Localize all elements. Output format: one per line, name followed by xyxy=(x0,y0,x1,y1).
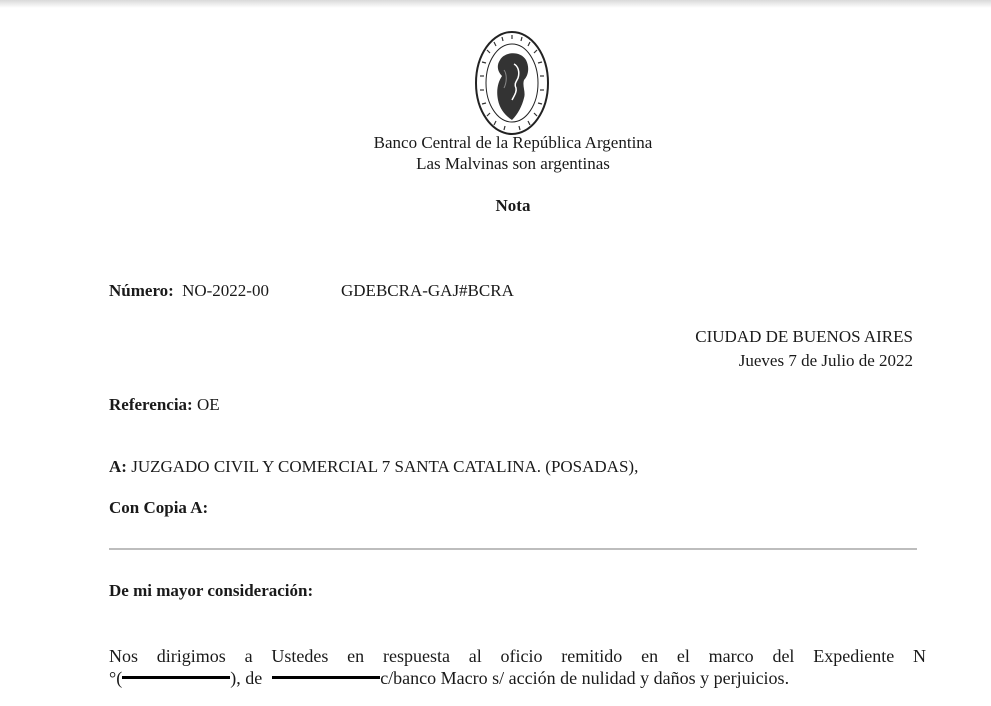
referencia-label: Referencia: xyxy=(109,395,193,414)
numero-value-part1: NO-2022-00 xyxy=(182,281,269,300)
addressee-value: JUZGADO CIVIL Y COMERCIAL 7 SANTA CATALINA. (POSADAS), xyxy=(131,457,639,476)
divider xyxy=(109,548,917,550)
body-paragraph xyxy=(109,645,926,689)
paragraph-line-1: Nos dirigimos a Ustedes en respuesta al oficio remitido en el marco del Expediente N xyxy=(109,646,926,666)
city: CIUDAD DE BUENOS AIRES xyxy=(695,327,913,346)
salutation: De mi mayor consideración: xyxy=(109,581,314,600)
addressee-field xyxy=(109,457,638,477)
referencia-field xyxy=(109,395,220,415)
paragraph-line-2 xyxy=(109,668,789,688)
expediente-suffix: ), de xyxy=(230,668,263,688)
copia-label: Con Copia A: xyxy=(109,498,209,517)
expediente-prefix: °( xyxy=(109,668,123,688)
top-edge-shadow xyxy=(0,0,991,8)
date: Jueves 7 de Julio de 2022 xyxy=(738,351,913,370)
redaction-bar xyxy=(122,676,230,679)
bcra-seal-logo xyxy=(474,30,550,136)
institution-name: Banco Central de la República Argentina xyxy=(373,133,653,152)
numero-label: Número: xyxy=(109,281,174,300)
numero-field xyxy=(109,281,269,301)
addressee-label: A: xyxy=(109,457,127,476)
motto: Las Malvinas son argentinas xyxy=(416,154,610,173)
document-type: Nota xyxy=(495,196,531,215)
redaction-bar xyxy=(272,676,380,679)
case-description: c/banco Macro s/ acción de nulidad y daños y perjuicios. xyxy=(380,668,790,688)
referencia-value: OE xyxy=(196,395,220,414)
numero-value-part2: GDEBCRA-GAJ#BCRA xyxy=(341,281,514,300)
